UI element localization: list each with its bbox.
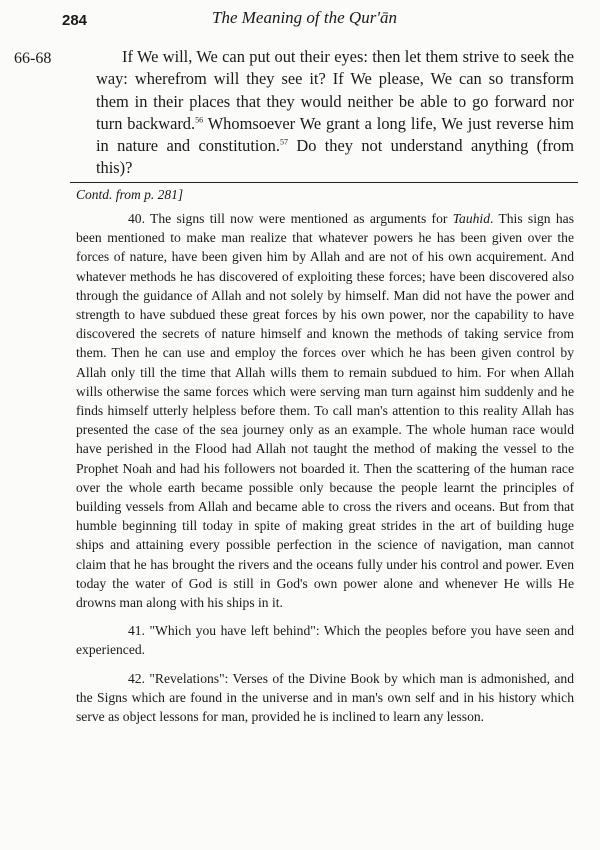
note-42: 42. "Revelations": Verses of the Divine Book by which man is admonished, and the Signs which are found in the universe and in man's own self and in his history which serve as object lessons for man, provided he is inclined to learn any lesson. xyxy=(76,670,574,725)
section-divider xyxy=(70,182,578,183)
footnote-marker-57: 57 xyxy=(279,137,288,147)
footnote-marker-56: 56 xyxy=(195,115,204,125)
continued-label: Contd. from p. 281] xyxy=(76,187,184,202)
commentary-notes xyxy=(76,209,574,735)
note-41: 41. "Which you have left behind": Which the peoples before you have seen and experienced. xyxy=(76,623,574,658)
verse-translation xyxy=(96,46,574,180)
verse-text-part-2: Whomsoever We grant a long life, We just reverse him in nature and constitution. xyxy=(96,113,574,156)
note-40 xyxy=(76,209,574,612)
note-40-body: . This sign has been mentioned to make man realize that whatever powers he has been given over the forces of nature, have been given him by Allah and are not of his own acquirement. And whatever methods he has discovered of exploiting these forces; have been discovered also through the guidance of Allah and not solely by himself. Man did not have the power and strength to have subdued these great forces by his own power, nor the capability to have discovered the secrets of nature himself and known the methods of taking service from them. Then he can use and employ the forces over which he has been given control by Allah only till the time that Allah wills them to remain subdued to him. For when Allah wills otherwise the same forces which were serving man turn against him suddenly and he finds himself utterly helpless before them. To call man's attention to this reality Allah has presented the case of the sea journey only as an example. The whole human race would have perished in the Flood had Allah not taught the method of making the vessel to the Prophet Noah and had his followers not boarded it. Then the scattering of the human race over the whole earth became possible only because the people learnt the principles of building vessels from Allah and became able to cross the rivers and oceans. But from that humble beginning till today in spite of making great strides in the art of building huge ships and attaining every possible perfection in the science of navigation, man cannot claim that he has brought the rivers and the oceans fully under his control and power. Even today the water of God is still in God's own power alone and whenever He wills He drowns man along with his ships in it. xyxy=(76,211,575,611)
verse-reference: 66-68 xyxy=(14,50,52,67)
verse-text-part-3: Do they not understand anything (from this)? xyxy=(96,136,574,178)
running-title: The Meaning of the Qur'ān xyxy=(212,8,397,27)
verse-text-part-1: If We will, We can put out their eyes: then let them strive to seek the way: wherefrom will they see it? If We please, We can so transform them in their places that they would neither be able to go forward nor turn backward. xyxy=(96,47,574,133)
note-40-lead: 40. The signs till now were mentioned as arguments for xyxy=(128,211,453,226)
page-header xyxy=(62,8,570,34)
note-40-term: Tauhid xyxy=(452,211,490,226)
page-number: 284 xyxy=(62,12,88,29)
